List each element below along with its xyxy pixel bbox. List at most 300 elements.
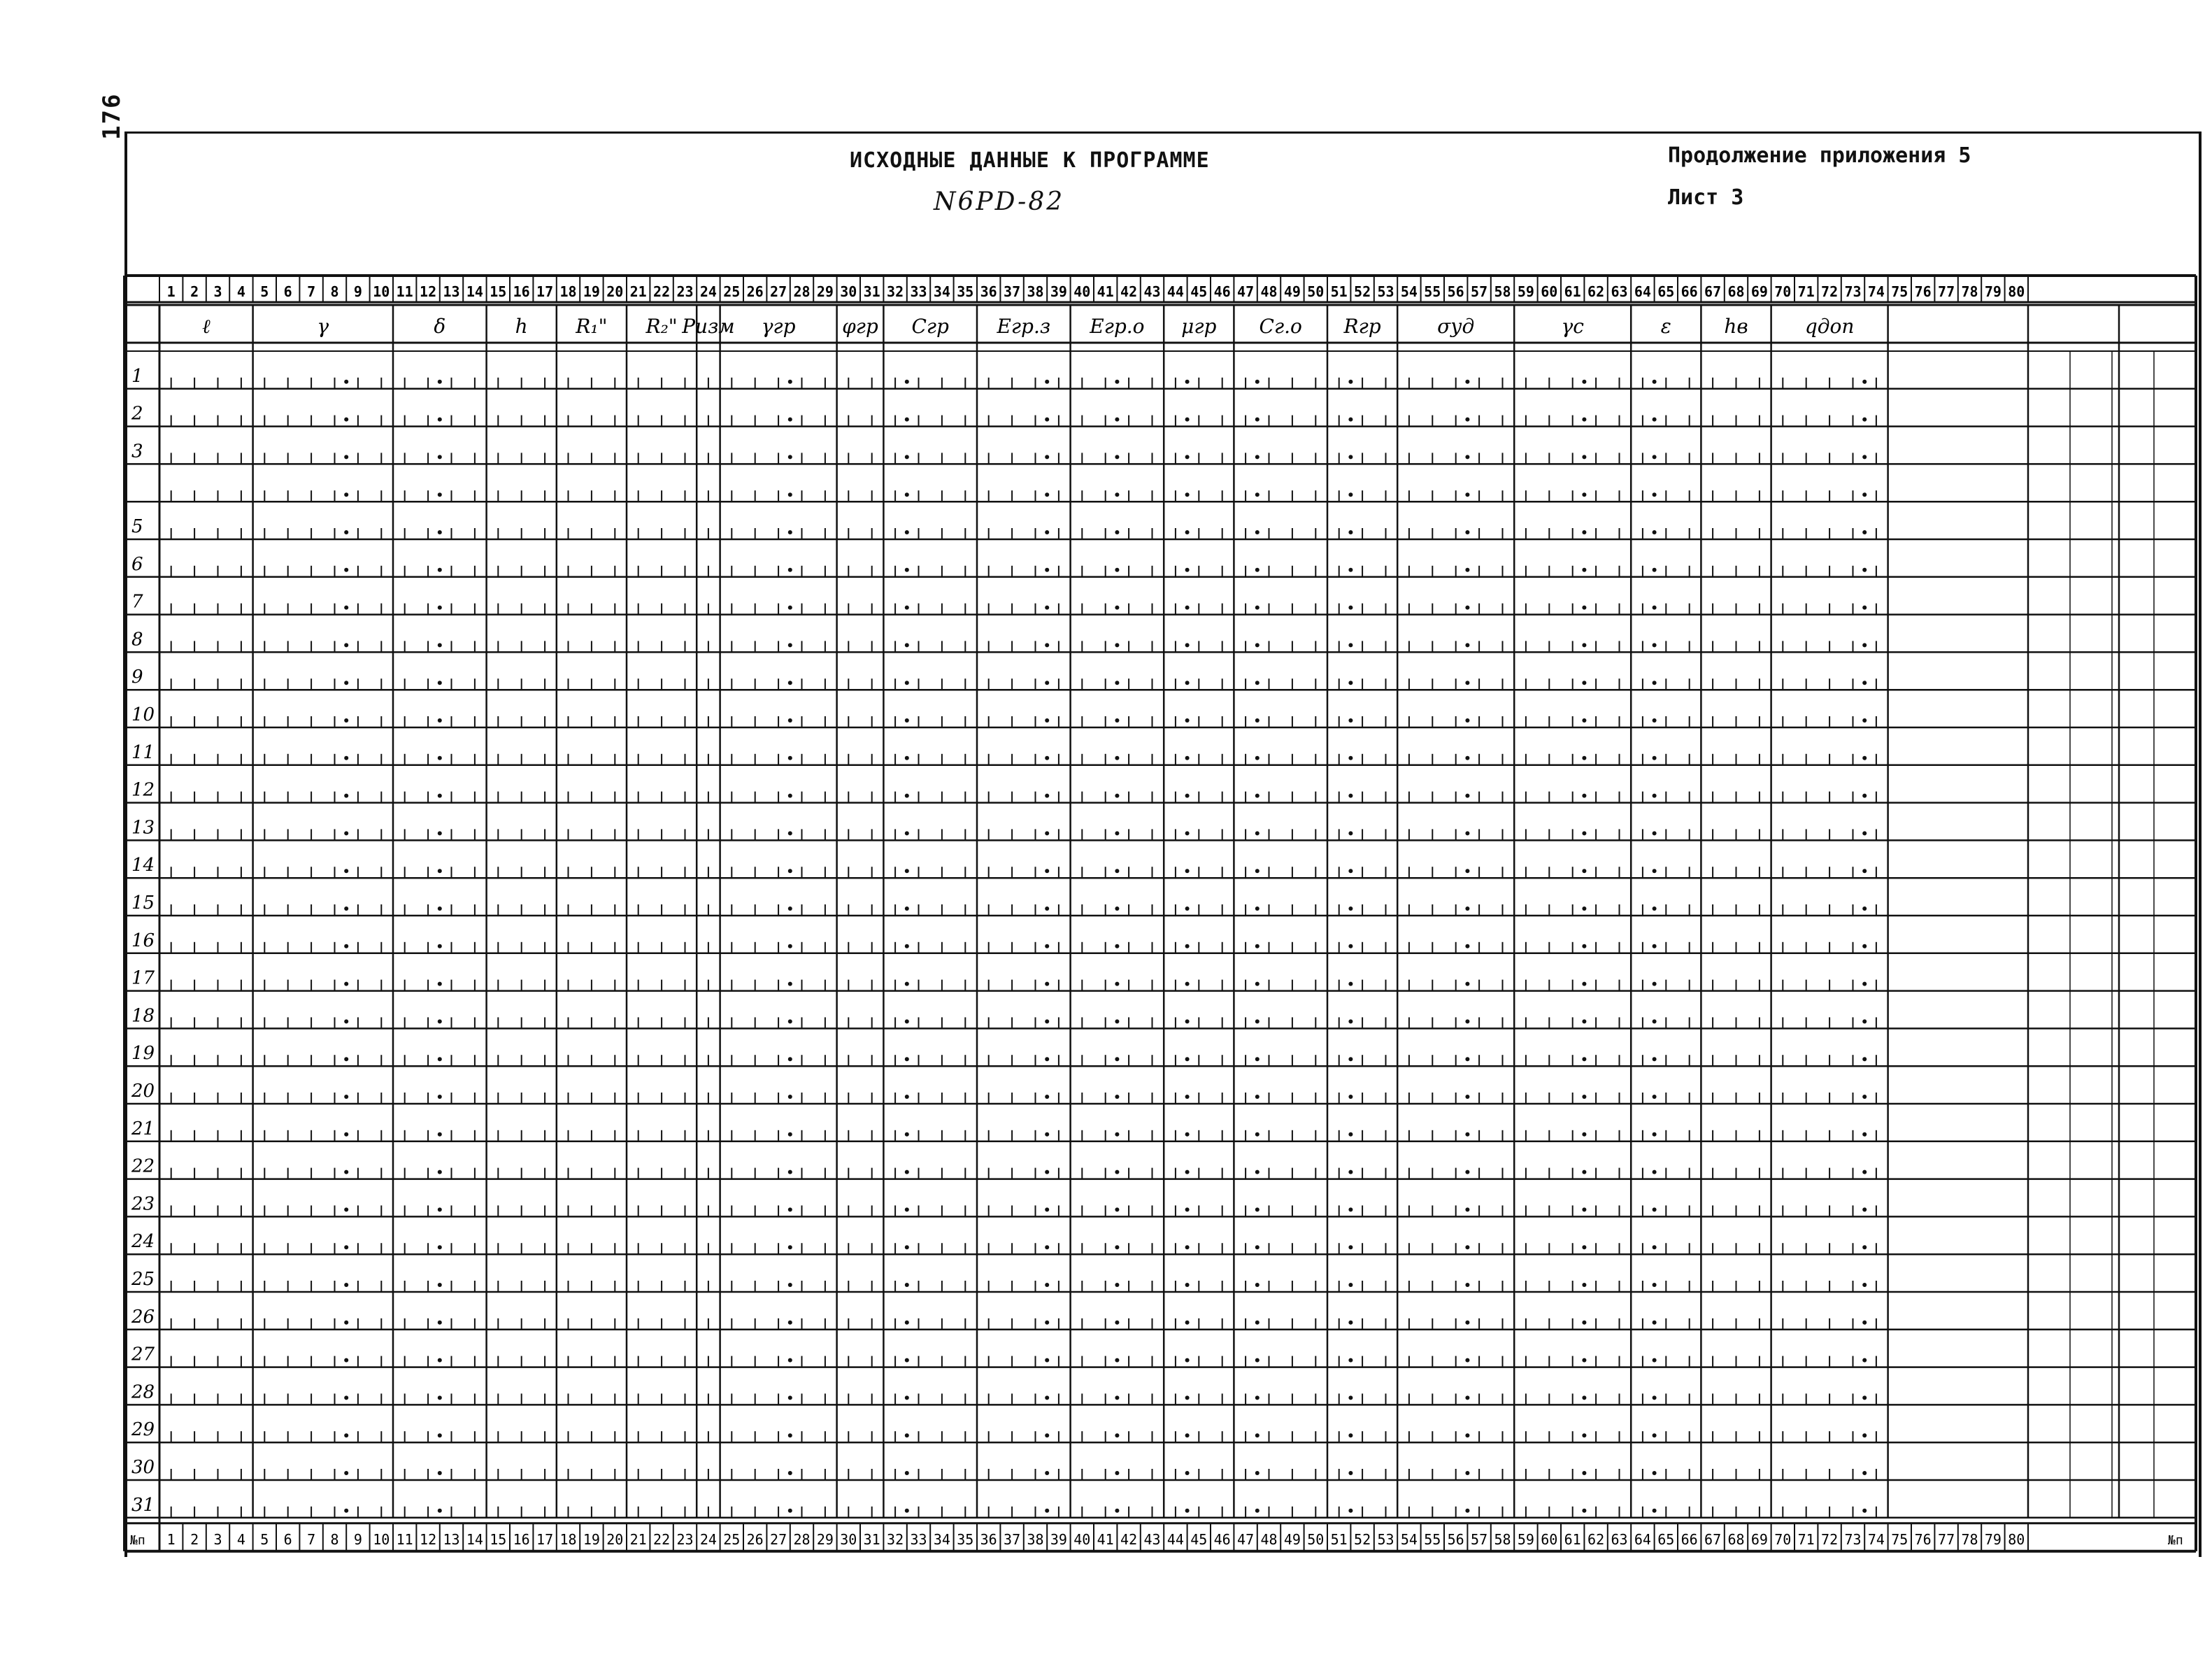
field-header-label: γгр bbox=[761, 315, 796, 338]
decimal-point bbox=[1255, 530, 1260, 534]
decimal-point bbox=[1185, 1471, 1190, 1475]
footer-column-number: 41 bbox=[1097, 1530, 1114, 1548]
footer-column-number: 68 bbox=[1727, 1530, 1745, 1548]
decimal-point bbox=[788, 718, 792, 723]
decimal-point bbox=[438, 1170, 442, 1174]
column-number: 36 bbox=[980, 283, 997, 300]
decimal-point bbox=[1185, 643, 1190, 647]
decimal-point bbox=[1045, 1207, 1049, 1211]
column-number: 49 bbox=[1283, 283, 1301, 300]
decimal-point bbox=[1348, 492, 1353, 497]
column-number: 44 bbox=[1166, 283, 1184, 300]
column-number: 77 bbox=[1938, 283, 1955, 300]
field-header-label: R₁" bbox=[576, 315, 608, 338]
decimal-point bbox=[1653, 1283, 1657, 1287]
column-number: 52 bbox=[1354, 283, 1371, 300]
footer-column-number: 72 bbox=[1821, 1530, 1839, 1548]
column-number: 42 bbox=[1120, 283, 1138, 300]
decimal-point bbox=[1185, 1358, 1190, 1363]
row-number: 23 bbox=[131, 1193, 155, 1215]
decimal-point bbox=[1862, 1170, 1867, 1174]
footer-column-number: 42 bbox=[1120, 1530, 1138, 1548]
decimal-point bbox=[1045, 455, 1049, 459]
decimal-point bbox=[438, 756, 442, 760]
column-number: 51 bbox=[1330, 283, 1348, 300]
decimal-point bbox=[1185, 530, 1190, 534]
column-number: 9 bbox=[353, 283, 362, 300]
decimal-point bbox=[1115, 1395, 1119, 1400]
decimal-point bbox=[438, 1471, 442, 1475]
decimal-point bbox=[788, 455, 792, 459]
decimal-point bbox=[1348, 530, 1353, 534]
column-number: 70 bbox=[1774, 283, 1792, 300]
decimal-point bbox=[905, 718, 909, 723]
footer-column-number: 33 bbox=[910, 1530, 927, 1548]
footer-column-number: 51 bbox=[1330, 1530, 1348, 1548]
field-header-label: Cг.о bbox=[1259, 315, 1302, 338]
decimal-point bbox=[1862, 794, 1867, 798]
decimal-point bbox=[344, 1509, 348, 1513]
column-number: 37 bbox=[1004, 283, 1021, 300]
row-number: 9 bbox=[131, 667, 143, 688]
field-header-label: Eгр.з bbox=[997, 315, 1051, 338]
decimal-point bbox=[1115, 455, 1119, 459]
decimal-point bbox=[1653, 869, 1657, 873]
decimal-point bbox=[788, 1057, 792, 1061]
decimal-point bbox=[1653, 1321, 1657, 1325]
decimal-point bbox=[1115, 492, 1119, 497]
decimal-point bbox=[1348, 1283, 1353, 1287]
decimal-point bbox=[1465, 1132, 1469, 1137]
decimal-point bbox=[1348, 1321, 1353, 1325]
decimal-point bbox=[1348, 1433, 1353, 1437]
column-number: 79 bbox=[1984, 283, 2001, 300]
decimal-point bbox=[1653, 681, 1657, 685]
decimal-point bbox=[438, 1358, 442, 1363]
decimal-point bbox=[1348, 1245, 1353, 1249]
decimal-point bbox=[905, 1321, 909, 1325]
decimal-point bbox=[1653, 718, 1657, 723]
decimal-point bbox=[1045, 1471, 1049, 1475]
decimal-point bbox=[1653, 1433, 1657, 1437]
field-header-label: Eгр.о bbox=[1090, 315, 1145, 338]
sheet-number: Лист 3 bbox=[1668, 185, 1744, 210]
column-number: 23 bbox=[676, 283, 694, 300]
row-number: 16 bbox=[131, 930, 155, 951]
decimal-point bbox=[1185, 1395, 1190, 1400]
decimal-point bbox=[1045, 530, 1049, 534]
footer-column-number: 38 bbox=[1027, 1530, 1044, 1548]
footer-column-number: 9 bbox=[353, 1530, 362, 1548]
decimal-point bbox=[1045, 681, 1049, 685]
row-number: 7 bbox=[131, 591, 143, 613]
decimal-point bbox=[905, 681, 909, 685]
decimal-point bbox=[905, 1433, 909, 1437]
decimal-point bbox=[344, 1321, 348, 1325]
decimal-point bbox=[438, 530, 442, 534]
decimal-point bbox=[1465, 1471, 1469, 1475]
column-number: 76 bbox=[1914, 283, 1932, 300]
decimal-point bbox=[344, 1358, 348, 1363]
decimal-point bbox=[1045, 1283, 1049, 1287]
column-number: 15 bbox=[490, 283, 507, 300]
decimal-point bbox=[1255, 1395, 1260, 1400]
decimal-point bbox=[1115, 718, 1119, 723]
footer-column-number: 67 bbox=[1704, 1530, 1722, 1548]
decimal-point bbox=[1653, 794, 1657, 798]
decimal-point bbox=[1862, 869, 1867, 873]
decimal-point bbox=[344, 1019, 348, 1023]
decimal-point bbox=[905, 418, 909, 422]
decimal-point bbox=[1862, 455, 1867, 459]
decimal-point bbox=[1255, 831, 1260, 835]
decimal-point bbox=[1115, 756, 1119, 760]
decimal-point bbox=[1045, 1321, 1049, 1325]
column-number: 31 bbox=[863, 283, 880, 300]
decimal-point bbox=[438, 380, 442, 384]
column-number: 2 bbox=[190, 283, 199, 300]
decimal-point bbox=[1255, 1132, 1260, 1137]
decimal-point bbox=[1115, 831, 1119, 835]
decimal-point bbox=[1348, 1358, 1353, 1363]
decimal-point bbox=[905, 1245, 909, 1249]
decimal-point bbox=[1653, 643, 1657, 647]
footer-column-number: 16 bbox=[513, 1530, 530, 1548]
decimal-point bbox=[1348, 794, 1353, 798]
footer-column-number: 30 bbox=[840, 1530, 857, 1548]
decimal-point bbox=[344, 944, 348, 948]
footer-column-number: 1 bbox=[166, 1530, 176, 1548]
decimal-point bbox=[344, 568, 348, 572]
decimal-point bbox=[905, 643, 909, 647]
column-number: 38 bbox=[1027, 283, 1044, 300]
decimal-point bbox=[1185, 831, 1190, 835]
decimal-point bbox=[1465, 380, 1469, 384]
decimal-point bbox=[788, 1283, 792, 1287]
decimal-point bbox=[905, 1095, 909, 1099]
footer-column-number: 70 bbox=[1774, 1530, 1792, 1548]
column-number: 1 bbox=[166, 283, 176, 300]
decimal-point bbox=[1582, 982, 1586, 986]
column-number: 74 bbox=[1867, 283, 1885, 300]
decimal-point bbox=[1185, 718, 1190, 723]
column-number: 68 bbox=[1727, 283, 1745, 300]
decimal-point bbox=[1115, 1207, 1119, 1211]
column-number: 27 bbox=[770, 283, 787, 300]
column-number: 66 bbox=[1681, 283, 1698, 300]
footer-column-number: 73 bbox=[1844, 1530, 1862, 1548]
column-number: 25 bbox=[723, 283, 741, 300]
footer-column-number: 71 bbox=[1797, 1530, 1815, 1548]
decimal-point bbox=[1465, 1170, 1469, 1174]
decimal-point bbox=[1255, 681, 1260, 685]
decimal-point bbox=[344, 756, 348, 760]
decimal-point bbox=[1582, 906, 1586, 911]
column-number: 18 bbox=[559, 283, 577, 300]
decimal-point bbox=[1348, 1207, 1353, 1211]
decimal-point bbox=[1185, 1433, 1190, 1437]
decimal-point bbox=[438, 1095, 442, 1099]
decimal-point bbox=[1115, 568, 1119, 572]
decimal-point bbox=[1653, 1509, 1657, 1513]
decimal-point bbox=[1465, 1321, 1469, 1325]
decimal-point bbox=[1255, 906, 1260, 911]
decimal-point bbox=[1045, 568, 1049, 572]
decimal-point bbox=[1582, 944, 1586, 948]
decimal-point bbox=[438, 418, 442, 422]
footer-column-number: 64 bbox=[1634, 1530, 1651, 1548]
decimal-point bbox=[1255, 1358, 1260, 1363]
decimal-point bbox=[1862, 831, 1867, 835]
decimal-point bbox=[1582, 794, 1586, 798]
decimal-point bbox=[788, 643, 792, 647]
decimal-point bbox=[788, 1509, 792, 1513]
decimal-point bbox=[438, 831, 442, 835]
column-number: 20 bbox=[606, 283, 624, 300]
footer-column-number: 7 bbox=[307, 1530, 316, 1548]
decimal-point bbox=[1185, 756, 1190, 760]
decimal-point bbox=[1255, 492, 1260, 497]
decimal-point bbox=[1862, 530, 1867, 534]
footer-column-number: 32 bbox=[887, 1530, 904, 1548]
footer-end-label: №п bbox=[2168, 1533, 2183, 1548]
decimal-point bbox=[344, 380, 348, 384]
column-number: 78 bbox=[1961, 283, 1978, 300]
decimal-point bbox=[1348, 944, 1353, 948]
decimal-point bbox=[788, 530, 792, 534]
footer-column-number: 25 bbox=[723, 1530, 741, 1548]
decimal-point bbox=[788, 380, 792, 384]
decimal-point bbox=[438, 1245, 442, 1249]
decimal-point bbox=[1185, 492, 1190, 497]
decimal-point bbox=[1255, 1433, 1260, 1437]
decimal-point bbox=[438, 944, 442, 948]
decimal-point bbox=[1582, 1433, 1586, 1437]
row-number: 1 bbox=[131, 365, 143, 387]
decimal-point bbox=[1862, 756, 1867, 760]
footer-column-number: 75 bbox=[1891, 1530, 1908, 1548]
decimal-point bbox=[438, 1132, 442, 1137]
decimal-point bbox=[1582, 643, 1586, 647]
decimal-point bbox=[1653, 1170, 1657, 1174]
column-number: 19 bbox=[583, 283, 600, 300]
decimal-point bbox=[1115, 982, 1119, 986]
footer-column-number: 15 bbox=[490, 1530, 507, 1548]
field-header-label: Rгр bbox=[1343, 315, 1381, 338]
decimal-point bbox=[1465, 1095, 1469, 1099]
decimal-point bbox=[1348, 718, 1353, 723]
decimal-point bbox=[1115, 1095, 1119, 1099]
footer-column-number: 14 bbox=[466, 1530, 483, 1548]
decimal-point bbox=[1348, 756, 1353, 760]
decimal-point bbox=[1465, 794, 1469, 798]
decimal-point bbox=[1653, 1057, 1657, 1061]
decimal-point bbox=[1465, 869, 1469, 873]
column-number: 6 bbox=[283, 283, 292, 300]
decimal-point bbox=[1653, 492, 1657, 497]
decimal-point bbox=[1045, 1170, 1049, 1174]
decimal-point bbox=[344, 530, 348, 534]
decimal-point bbox=[1185, 944, 1190, 948]
decimal-point bbox=[438, 1207, 442, 1211]
decimal-point bbox=[905, 530, 909, 534]
decimal-point bbox=[1862, 1245, 1867, 1249]
decimal-point bbox=[344, 831, 348, 835]
decimal-point bbox=[1185, 455, 1190, 459]
column-number: 63 bbox=[1611, 283, 1628, 300]
footer-column-number: 43 bbox=[1143, 1530, 1161, 1548]
field-header-label: γ bbox=[317, 315, 329, 338]
row-number: 8 bbox=[131, 629, 143, 650]
decimal-point bbox=[344, 982, 348, 986]
column-number: 4 bbox=[236, 283, 245, 300]
decimal-point bbox=[344, 1245, 348, 1249]
field-header-label: σуд bbox=[1437, 315, 1475, 338]
footer-column-number: 11 bbox=[396, 1530, 413, 1548]
decimal-point bbox=[1045, 606, 1049, 610]
decimal-point bbox=[344, 794, 348, 798]
decimal-point bbox=[1045, 982, 1049, 986]
row-number: 26 bbox=[131, 1306, 155, 1328]
footer-column-number: 66 bbox=[1681, 1530, 1698, 1548]
decimal-point bbox=[788, 1395, 792, 1400]
column-number: 17 bbox=[536, 283, 554, 300]
field-header-label: Cгр bbox=[911, 315, 949, 338]
decimal-point bbox=[1465, 1019, 1469, 1023]
decimal-point bbox=[344, 606, 348, 610]
decimal-point bbox=[344, 1283, 348, 1287]
footer-column-number: 19 bbox=[583, 1530, 600, 1548]
decimal-point bbox=[1862, 1207, 1867, 1211]
decimal-point bbox=[1465, 1207, 1469, 1211]
decimal-point bbox=[1045, 718, 1049, 723]
decimal-point bbox=[1582, 1207, 1586, 1211]
footer-column-number: 40 bbox=[1073, 1530, 1091, 1548]
decimal-point bbox=[1115, 1132, 1119, 1137]
field-header-label: ε bbox=[1660, 315, 1671, 338]
decimal-point bbox=[1582, 831, 1586, 835]
column-number: 72 bbox=[1821, 283, 1839, 300]
decimal-point bbox=[1465, 606, 1469, 610]
decimal-point bbox=[344, 1132, 348, 1137]
decimal-point bbox=[1582, 492, 1586, 497]
footer-column-number: 28 bbox=[793, 1530, 811, 1548]
program-code: N6PD-82 bbox=[934, 187, 1065, 216]
decimal-point bbox=[1582, 1471, 1586, 1475]
column-number: 34 bbox=[933, 283, 950, 300]
decimal-point bbox=[788, 756, 792, 760]
footer-column-number: 56 bbox=[1447, 1530, 1464, 1548]
column-number: 48 bbox=[1260, 283, 1278, 300]
decimal-point bbox=[1653, 606, 1657, 610]
decimal-point bbox=[344, 869, 348, 873]
decimal-point bbox=[1653, 944, 1657, 948]
decimal-point bbox=[344, 1170, 348, 1174]
decimal-point bbox=[1255, 1471, 1260, 1475]
decimal-point bbox=[1862, 492, 1867, 497]
decimal-point bbox=[788, 1471, 792, 1475]
footer-column-number: 55 bbox=[1424, 1530, 1441, 1548]
decimal-point bbox=[1465, 944, 1469, 948]
footer-column-number: 8 bbox=[330, 1530, 339, 1548]
decimal-point bbox=[1255, 1057, 1260, 1061]
column-number: 32 bbox=[887, 283, 904, 300]
footer-column-number: 46 bbox=[1213, 1530, 1231, 1548]
column-number: 65 bbox=[1657, 283, 1675, 300]
decimal-point bbox=[788, 1433, 792, 1437]
decimal-point bbox=[1465, 1057, 1469, 1061]
decimal-point bbox=[1255, 1019, 1260, 1023]
decimal-point bbox=[1045, 418, 1049, 422]
decimal-point bbox=[1653, 1395, 1657, 1400]
decimal-point bbox=[1045, 1095, 1049, 1099]
decimal-point bbox=[1582, 1095, 1586, 1099]
decimal-point bbox=[1045, 1358, 1049, 1363]
row-number: 3 bbox=[131, 441, 143, 462]
decimal-point bbox=[1045, 643, 1049, 647]
decimal-point bbox=[788, 1095, 792, 1099]
decimal-point bbox=[1255, 1321, 1260, 1325]
footer-column-number: 52 bbox=[1354, 1530, 1371, 1548]
column-number: 40 bbox=[1073, 283, 1091, 300]
column-number: 69 bbox=[1750, 283, 1768, 300]
decimal-point bbox=[1862, 643, 1867, 647]
row-number: 28 bbox=[131, 1381, 155, 1403]
row-number: 21 bbox=[131, 1118, 155, 1139]
decimal-point bbox=[1582, 1245, 1586, 1249]
decimal-point bbox=[438, 1057, 442, 1061]
footer-column-number: 57 bbox=[1471, 1530, 1488, 1548]
decimal-point bbox=[1185, 794, 1190, 798]
decimal-point bbox=[1862, 1019, 1867, 1023]
decimal-point bbox=[1348, 418, 1353, 422]
decimal-point bbox=[1255, 455, 1260, 459]
decimal-point bbox=[1862, 418, 1867, 422]
decimal-point bbox=[1045, 944, 1049, 948]
decimal-point bbox=[1185, 1509, 1190, 1513]
decimal-point bbox=[905, 1358, 909, 1363]
decimal-point bbox=[788, 831, 792, 835]
column-number: 75 bbox=[1891, 283, 1908, 300]
decimal-point bbox=[788, 1321, 792, 1325]
decimal-point bbox=[438, 1395, 442, 1400]
decimal-point bbox=[1348, 1019, 1353, 1023]
decimal-point bbox=[1653, 1095, 1657, 1099]
decimal-point bbox=[905, 1057, 909, 1061]
decimal-point bbox=[788, 944, 792, 948]
decimal-point bbox=[1115, 681, 1119, 685]
field-header-label: h bbox=[515, 315, 528, 338]
decimal-point bbox=[1115, 1321, 1119, 1325]
decimal-point bbox=[1185, 1245, 1190, 1249]
decimal-point bbox=[438, 1433, 442, 1437]
decimal-point bbox=[1115, 1358, 1119, 1363]
decimal-point bbox=[438, 1509, 442, 1513]
row-number: 17 bbox=[131, 967, 155, 989]
row-number: 27 bbox=[131, 1344, 155, 1365]
decimal-point bbox=[1582, 606, 1586, 610]
decimal-point bbox=[1582, 756, 1586, 760]
decimal-point bbox=[438, 1283, 442, 1287]
decimal-point bbox=[344, 1471, 348, 1475]
column-number: 5 bbox=[260, 283, 269, 300]
footer-column-number: 36 bbox=[980, 1530, 997, 1548]
decimal-point bbox=[344, 681, 348, 685]
decimal-point bbox=[1255, 1245, 1260, 1249]
decimal-point bbox=[1255, 643, 1260, 647]
decimal-point bbox=[1045, 380, 1049, 384]
decimal-point bbox=[905, 492, 909, 497]
